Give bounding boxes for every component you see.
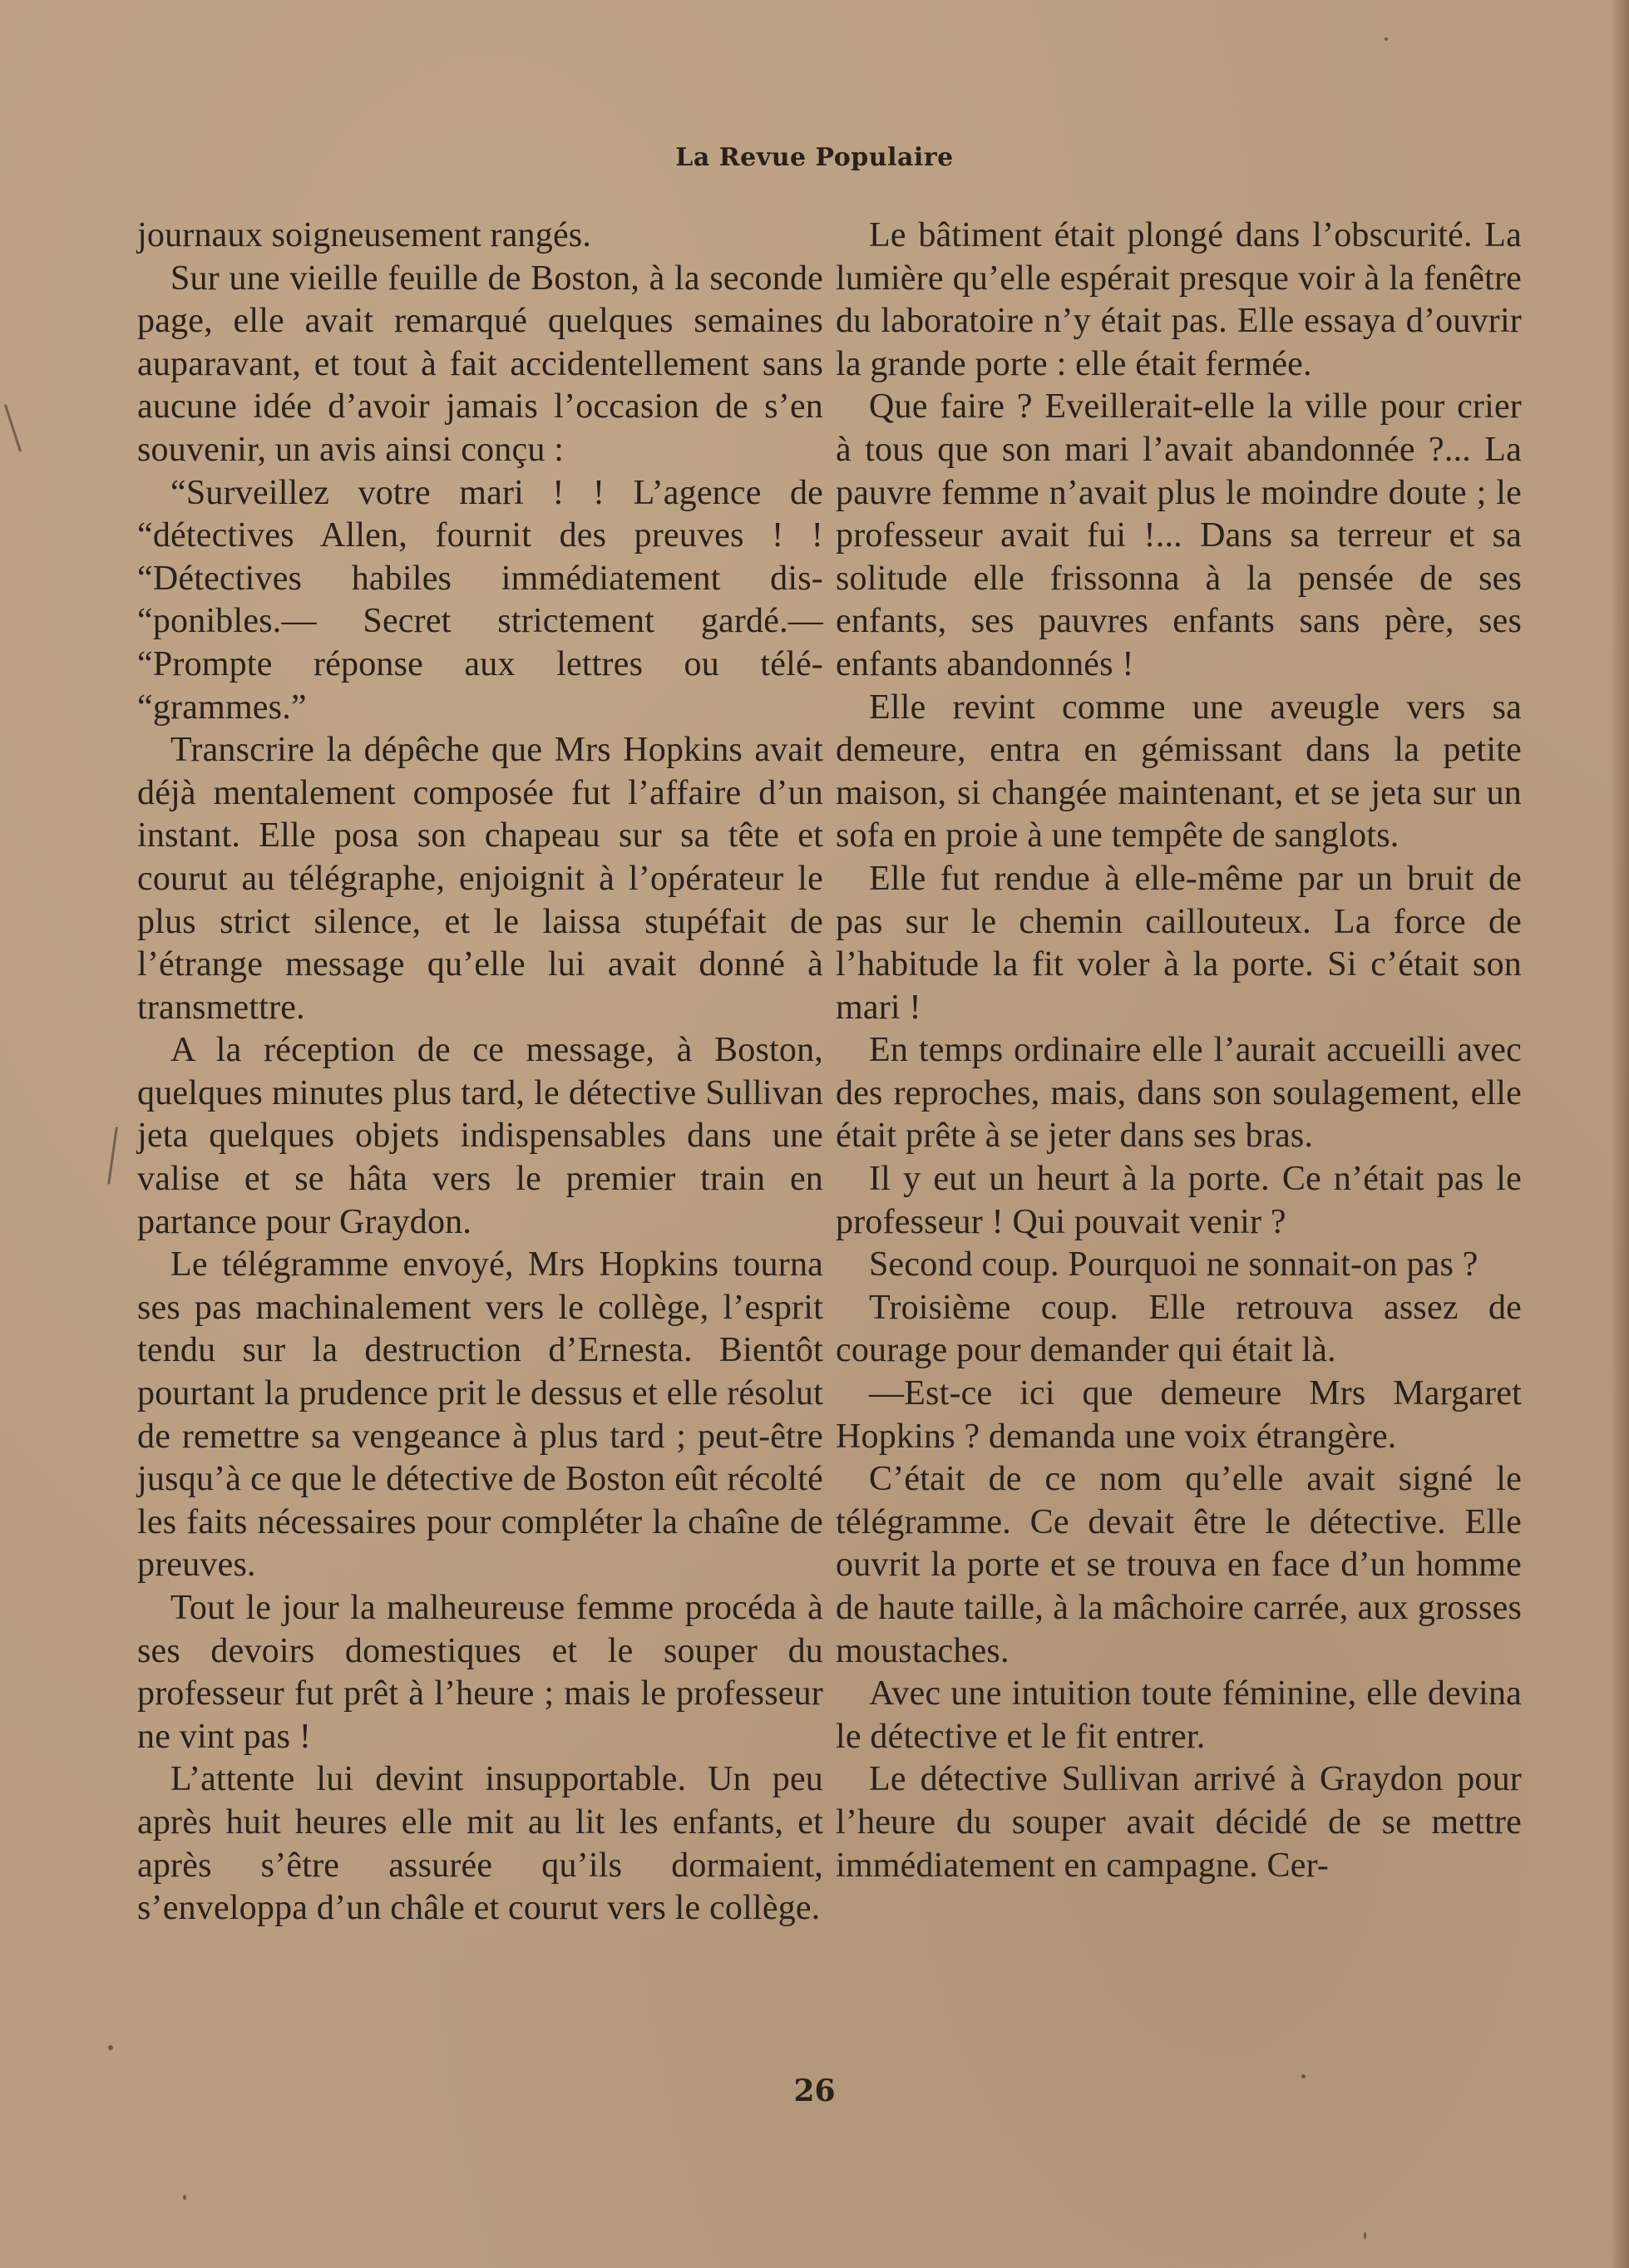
paper-speck [1301, 2074, 1306, 2078]
paragraph: Second coup. Pourquoi ne sonnait-on pas ? [869, 1245, 1478, 1284]
paragraph: Tout le jour la malheureuse femme procéda à ses devoirs domestiques et le souper du professeur fut prêt à l’heure ; mais le professeur ne vint pas ! [137, 1589, 823, 1756]
right-column [836, 214, 1522, 1887]
paper-speck [183, 2195, 186, 2200]
paragraph: Troisième coup. Elle retrouva assez de courage pour demander qui était là. [836, 1288, 1522, 1370]
paragraph: L’attente lui devint insupportable. Un peu après huit heures elle mit au lit les enfants, et après s’être assurée qu’ils dormaient, s’enveloppa d’un châle et courut vers le collège. [137, 1760, 823, 1928]
paragraph: —Est-ce ici que demeure Mrs Margaret Hopkins ? demanda une voix étrangère. [836, 1374, 1522, 1456]
paragraph: Le détective Sullivan arrivé à Graydon pour l’heure du souper avait décidé de se mettre immédiatement en campagne. Cer- [836, 1760, 1522, 1885]
left-column [137, 214, 823, 1930]
margin-mark [4, 404, 22, 452]
paragraph: Le télégramme envoyé, Mrs Hopkins tourna ses pas machinalement vers le collège, l’esprit tendu sur la destruction d’Ernesta. Bientôt pourtant la prudence prit le dessus et elle résolut de remettre sa vengeance à plus tard ; peut-être jusqu’à ce que le détective de Boston eût récolté les faits nécessaires pour compléter la chaîne de preuves. [137, 1245, 823, 1585]
paper-speck [1364, 2232, 1366, 2239]
paragraph: A la réception de ce message, à Boston, quelques minutes plus tard, le détective Sullivan jeta quelques objets indispensables dans une valise et se hâta vers le premier train en partance pour Graydon. [137, 1031, 823, 1241]
page-number: 26 [793, 2073, 836, 2108]
paragraph: Il y eut un heurt à la porte. Ce n’était pas le professeur ! Qui pouvait venir ? [836, 1160, 1522, 1241]
paragraph: Transcrire la dépêche que Mrs Hopkins avait déjà mentalement composée fut l’affaire d’un instant. Elle posa son chapeau sur sa tête et courut au télégraphe, enjoignit à l’opérateur le plus strict silence, et le laissa stupéfait de l’étrange message qu’elle lui avait donné à transmettre. [137, 731, 823, 1027]
paragraph: Elle fut rendue à elle-même par un bruit de pas sur le chemin caillouteux. La force de l’habitude la fit voler à la porte. Si c’était son mari ! [836, 859, 1522, 1027]
paragraph: journaux soigneusement rangés. [137, 216, 592, 254]
quoted-advertisement: “Surveillez votre mari ! ! L’agence de “détectives Allen, fournit des preuves ! ! “Détectives habiles immédiatement dis- “ponibles.— Secret strictement gardé.— “Prompte réponse aux lettres ou télé- “grammes.” [137, 473, 823, 727]
margin-mark [107, 1127, 118, 1185]
paragraph: Elle revint comme une aveugle vers sa demeure, entra en gémissant dans la petite maison, si changée maintenant, et se jeta sur un sofa en proie à une tempête de sanglots. [836, 688, 1522, 855]
page-edge-shadow [1611, 0, 1629, 2268]
page-header: La Revue Populaire [675, 143, 954, 172]
paragraph: Sur une vieille feuille de Boston, à la seconde page, elle avait remarqué quelques semaines auparavant, et tout à fait accidentellement sans aucune idée d’avoir jamais l’occasion de s’en souvenir, un avis ainsi conçu : [137, 259, 823, 469]
paper-speck [108, 2045, 113, 2050]
paragraph: Avec une intuition toute féminine, elle devina le détective et le fit entrer. [836, 1674, 1522, 1756]
paragraph: C’était de ce nom qu’elle avait signé le télégramme. Ce devait être le détective. Elle ouvrit la porte et se trouva en face d’un homme de haute taille, à la mâchoire carrée, aux grosses moustaches. [836, 1460, 1522, 1670]
paragraph: En temps ordinaire elle l’aurait accueilli avec des reproches, mais, dans son soulagement, elle était prête à se jeter dans ses bras. [836, 1031, 1522, 1156]
paragraph: Le bâtiment était plongé dans l’obscurité. La lumière qu’elle espérait presque voir à la fenêtre du laboratoire n’y était pas. Elle essaya d’ouvrir la grande porte : elle était fermée. [836, 216, 1522, 383]
paragraph: Que faire ? Eveillerait-elle la ville pour crier à tous que son mari l’avait abandonnée ?... La pauvre femme n’avait plus le moindre doute ; le professeur avait fui !... Dans sa terreur et sa solitude elle frissonna à la pensée de ses enfants, ses pauvres enfants sans père, ses enfants abandonnés ! [836, 387, 1522, 683]
paper-speck [1385, 37, 1388, 41]
